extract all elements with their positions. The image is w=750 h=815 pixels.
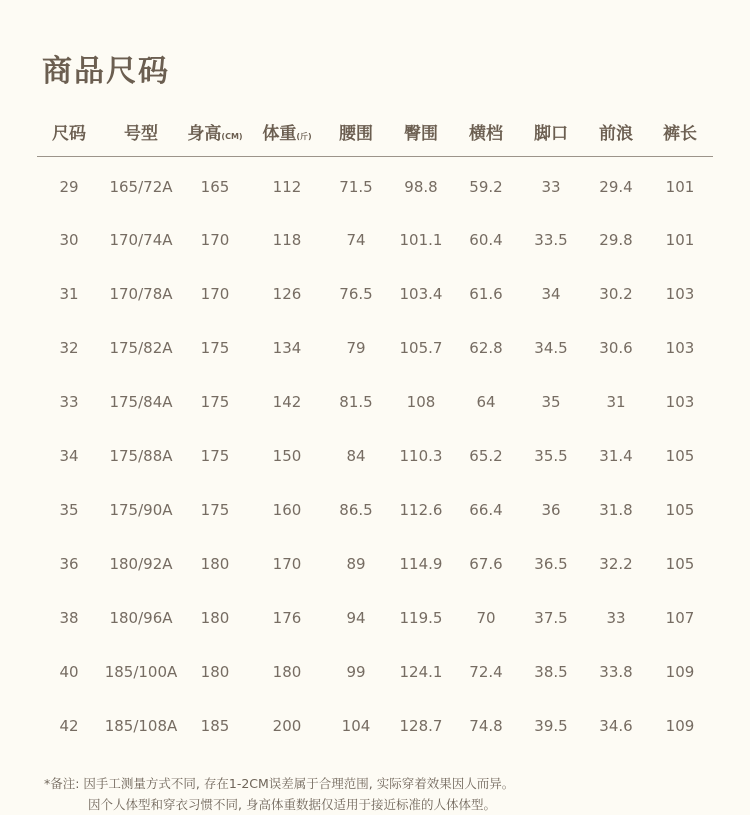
table-row bbox=[37, 161, 713, 213]
cell-hem: 34.5 bbox=[534, 339, 568, 357]
cell-thigh: 74.8 bbox=[469, 717, 503, 735]
cell-size: 42 bbox=[59, 717, 79, 735]
cell-length: 103 bbox=[665, 393, 695, 411]
col-header-waist bbox=[325, 119, 387, 144]
cell-hip: 124.1 bbox=[399, 663, 443, 681]
cell-thigh: 60.4 bbox=[469, 231, 503, 249]
cell-front-rise: 30.2 bbox=[599, 285, 633, 303]
cell-length: 105 bbox=[665, 501, 695, 519]
table-row bbox=[37, 213, 713, 267]
col-header-size bbox=[37, 119, 101, 144]
cell-thigh: 72.4 bbox=[469, 663, 503, 681]
table-row bbox=[37, 645, 713, 699]
header-divider bbox=[37, 156, 713, 157]
cell-waist: 89 bbox=[346, 555, 366, 573]
cell-front-rise: 31 bbox=[606, 393, 626, 411]
cell-weight: 118 bbox=[272, 231, 302, 249]
table-row bbox=[37, 429, 713, 483]
table-header-row bbox=[37, 116, 713, 146]
cell-waist: 99 bbox=[346, 663, 366, 681]
cell-size: 38 bbox=[59, 609, 79, 627]
cell-waist: 84 bbox=[346, 447, 366, 465]
cell-size: 35 bbox=[59, 501, 79, 519]
col-header-hem bbox=[517, 119, 585, 144]
table-row bbox=[37, 483, 713, 537]
cell-front-rise: 32.2 bbox=[599, 555, 633, 573]
cell-hem: 33.5 bbox=[534, 231, 568, 249]
col-header-label: 横档 bbox=[469, 123, 503, 144]
cell-weight: 176 bbox=[272, 609, 302, 627]
cell-size: 36 bbox=[59, 555, 79, 573]
cell-weight: 200 bbox=[272, 717, 302, 735]
cell-hem: 39.5 bbox=[534, 717, 568, 735]
col-header-weight bbox=[249, 119, 325, 144]
col-header-label: 裤长 bbox=[663, 123, 697, 144]
cell-waist: 79 bbox=[346, 339, 366, 357]
size-notes bbox=[44, 773, 514, 815]
cell-size: 30 bbox=[59, 231, 79, 249]
cell-hip: 119.5 bbox=[399, 609, 443, 627]
col-header-unit: (斤) bbox=[296, 131, 312, 141]
table-body bbox=[37, 161, 713, 753]
col-header-hip bbox=[387, 119, 455, 144]
cell-hem: 36.5 bbox=[534, 555, 568, 573]
cell-front-rise: 29.4 bbox=[599, 178, 633, 196]
cell-thigh: 65.2 bbox=[469, 447, 503, 465]
cell-thigh: 64 bbox=[476, 393, 496, 411]
col-header-thigh bbox=[455, 119, 517, 144]
cell-hip: 110.3 bbox=[399, 447, 443, 465]
note-line-2: 因个人体型和穿衣习惯不同, 身高体重数据仅适用于接近标准的人体体型。 bbox=[88, 797, 496, 812]
cell-height: 170 bbox=[200, 285, 230, 303]
cell-height: 165 bbox=[200, 178, 230, 196]
cell-front-rise: 34.6 bbox=[599, 717, 633, 735]
cell-size: 40 bbox=[59, 663, 79, 681]
col-header-label: 体重 bbox=[262, 123, 297, 144]
cell-model: 185/100A bbox=[104, 663, 178, 681]
cell-weight: 170 bbox=[272, 555, 302, 573]
col-header-label: 脚口 bbox=[534, 123, 568, 144]
cell-height: 175 bbox=[200, 501, 230, 519]
table-row bbox=[37, 537, 713, 591]
cell-weight: 180 bbox=[272, 663, 302, 681]
cell-hem: 36 bbox=[541, 501, 561, 519]
cell-height: 185 bbox=[200, 717, 230, 735]
col-header-label: 身高 bbox=[187, 123, 222, 144]
cell-waist: 76.5 bbox=[339, 285, 373, 303]
cell-thigh: 67.6 bbox=[469, 555, 503, 573]
cell-front-rise: 31.8 bbox=[599, 501, 633, 519]
cell-height: 175 bbox=[200, 339, 230, 357]
cell-length: 105 bbox=[665, 447, 695, 465]
cell-waist: 94 bbox=[346, 609, 366, 627]
cell-hem: 35.5 bbox=[534, 447, 568, 465]
cell-model: 180/92A bbox=[109, 555, 173, 573]
note-line-1: *备注: 因手工测量方式不同, 存在1-2CM误差属于合理范围, 实际穿着效果因人而异。 bbox=[44, 776, 515, 791]
table-row bbox=[37, 321, 713, 375]
col-header-label: 前浪 bbox=[599, 123, 633, 144]
cell-length: 101 bbox=[665, 231, 695, 249]
cell-model: 165/72A bbox=[109, 178, 173, 196]
cell-model: 185/108A bbox=[104, 717, 178, 735]
cell-hip: 105.7 bbox=[399, 339, 443, 357]
size-table bbox=[37, 116, 713, 753]
cell-size: 34 bbox=[59, 447, 79, 465]
cell-model: 175/90A bbox=[109, 501, 173, 519]
cell-waist: 74 bbox=[346, 231, 366, 249]
col-header-front-rise bbox=[585, 119, 647, 144]
cell-size: 32 bbox=[59, 339, 79, 357]
cell-waist: 86.5 bbox=[339, 501, 373, 519]
cell-model: 175/84A bbox=[109, 393, 173, 411]
cell-hip: 101.1 bbox=[399, 231, 443, 249]
cell-hip: 98.8 bbox=[404, 178, 438, 196]
cell-thigh: 66.4 bbox=[469, 501, 503, 519]
cell-model: 180/96A bbox=[109, 609, 173, 627]
col-header-label: 腰围 bbox=[339, 123, 373, 144]
cell-hem: 33 bbox=[541, 178, 561, 196]
table-row bbox=[37, 591, 713, 645]
table-row bbox=[37, 375, 713, 429]
cell-model: 175/82A bbox=[109, 339, 173, 357]
col-header-length bbox=[647, 119, 713, 144]
cell-size: 29 bbox=[59, 178, 79, 196]
cell-hip: 103.4 bbox=[399, 285, 443, 303]
cell-height: 175 bbox=[200, 447, 230, 465]
cell-waist: 71.5 bbox=[339, 178, 373, 196]
cell-waist: 104 bbox=[341, 717, 371, 735]
cell-height: 170 bbox=[200, 231, 230, 249]
cell-length: 103 bbox=[665, 285, 695, 303]
cell-model: 170/78A bbox=[109, 285, 173, 303]
col-header-unit: (CM) bbox=[221, 131, 243, 141]
cell-model: 175/88A bbox=[109, 447, 173, 465]
cell-thigh: 59.2 bbox=[469, 178, 503, 196]
col-header-height bbox=[181, 119, 249, 144]
cell-hem: 38.5 bbox=[534, 663, 568, 681]
cell-length: 109 bbox=[665, 663, 695, 681]
cell-height: 180 bbox=[200, 555, 230, 573]
cell-length: 107 bbox=[665, 609, 695, 627]
cell-hip: 108 bbox=[406, 393, 436, 411]
cell-front-rise: 30.6 bbox=[599, 339, 633, 357]
cell-size: 33 bbox=[59, 393, 79, 411]
cell-thigh: 70 bbox=[476, 609, 496, 627]
col-header-label: 尺码 bbox=[52, 123, 86, 144]
cell-hip: 114.9 bbox=[399, 555, 443, 573]
cell-front-rise: 31.4 bbox=[599, 447, 633, 465]
cell-length: 105 bbox=[665, 555, 695, 573]
cell-front-rise: 33 bbox=[606, 609, 626, 627]
table-row bbox=[37, 699, 713, 753]
cell-length: 101 bbox=[665, 178, 695, 196]
cell-weight: 142 bbox=[272, 393, 302, 411]
cell-hem: 35 bbox=[541, 393, 561, 411]
cell-waist: 81.5 bbox=[339, 393, 373, 411]
cell-thigh: 62.8 bbox=[469, 339, 503, 357]
cell-height: 180 bbox=[200, 609, 230, 627]
cell-front-rise: 33.8 bbox=[599, 663, 633, 681]
cell-weight: 112 bbox=[272, 178, 302, 196]
cell-height: 180 bbox=[200, 663, 230, 681]
cell-thigh: 61.6 bbox=[469, 285, 503, 303]
cell-length: 109 bbox=[665, 717, 695, 735]
col-header-model bbox=[101, 119, 181, 144]
cell-hem: 37.5 bbox=[534, 609, 568, 627]
cell-front-rise: 29.8 bbox=[599, 231, 633, 249]
cell-hip: 128.7 bbox=[399, 717, 443, 735]
cell-length: 103 bbox=[665, 339, 695, 357]
cell-size: 31 bbox=[59, 285, 79, 303]
cell-weight: 126 bbox=[272, 285, 302, 303]
cell-height: 175 bbox=[200, 393, 230, 411]
col-header-label: 臀围 bbox=[404, 123, 438, 144]
col-header-label: 号型 bbox=[124, 123, 158, 144]
cell-hem: 34 bbox=[541, 285, 561, 303]
cell-weight: 134 bbox=[272, 339, 302, 357]
page-title: 商品尺码 bbox=[42, 54, 170, 89]
cell-weight: 160 bbox=[272, 501, 302, 519]
cell-weight: 150 bbox=[272, 447, 302, 465]
cell-hip: 112.6 bbox=[399, 501, 443, 519]
cell-model: 170/74A bbox=[109, 231, 173, 249]
table-row bbox=[37, 267, 713, 321]
